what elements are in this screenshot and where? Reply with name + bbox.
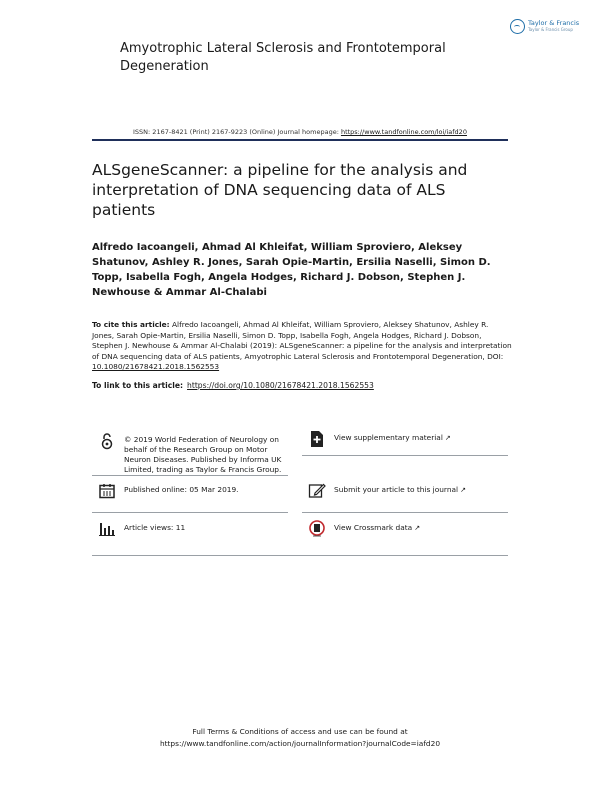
article-link-line [92,381,512,390]
header-divider [92,139,508,141]
citation-text: Alfredo Iacoangeli, Ahmad Al Khleifat, William Sproviero, Aleksey Shatunov, Ashley R. Jones, Sarah Opie-Martin, Ersilia Naselli, Simon D. Topp, Isabella Fogh, Angela Hodges, Richard J. Dobson, Stephen J. Newhouse & Ammar Al-Chalabi (2019): ALSgeneScanner: a pipeline for the analysis and interpretation of DNA sequencing data of ALS patients, Amyotrophic Lateral Sclerosis and Frontotemporal Degeneration, DOI: [92,320,512,361]
article-info-grid [92,420,508,556]
article-link-url[interactable]: https://doi.org/10.1080/21678421.2018.1562553 [187,381,374,390]
citation-doi-link[interactable]: 10.1080/21678421.2018.1562553 [92,362,220,371]
publisher-name: Taylor & Francis [528,19,580,28]
article-authors: Alfredo Iacoangeli, Ahmad Al Khleifat, William Sproviero, Aleksey Shatunov, Ashley R. Jones, Sarah Opie-Martin, Ersilia Naselli, Simon D. Topp, Isabella Fogh, Angela Hodges, Richard J. Dobson, Stephen J. Newhouse & Ammar Al-Chalabi [92,242,491,298]
published-cell [98,482,288,500]
info-grid-bottom-rule [92,555,508,556]
submit-cell[interactable] [308,482,504,500]
article-views: Article views: 11 [124,523,186,532]
submit-link[interactable] [334,482,466,495]
journal-title: Amyotrophic Lateral Sclerosis and Frontotemporal Degeneration [120,41,446,74]
open-access-icon [98,432,116,450]
calendar-icon [98,482,116,500]
external-link-icon: ↗ [444,434,451,442]
copyright-text: © 2019 World Federation of Neurology on behalf of the Research Group on Motor Neuron Diseases. Published by Informa UK Limited, trading as Taylor & Francis Group. [124,435,282,474]
crossmark-label: View Crossmark data [334,523,413,532]
publisher-logo-icon [510,19,525,34]
external-link-icon: ↗ [460,486,466,494]
external-link-icon: ↗ [414,524,421,532]
left-divider-1 [92,475,288,476]
supplementary-cell[interactable] [308,430,504,448]
supplementary-label: View supplementary material [334,433,443,442]
supplementary-file-icon [308,430,326,448]
article-link-label: To link to this article: [92,381,184,390]
issn-line [0,128,600,136]
right-divider-1 [302,455,508,456]
right-divider-2 [302,512,508,513]
crossmark-link[interactable] [334,520,420,533]
published-date: Published online: 05 Mar 2019. [124,485,239,494]
submit-label: Submit your article to this journal [334,485,459,494]
left-divider-2 [92,512,288,513]
publisher-logo[interactable] [510,16,586,36]
publisher-subtitle: Taylor & Francis Group [528,26,573,32]
bar-chart-icon [98,520,116,538]
citation-block [92,320,512,373]
edit-pencil-icon [308,482,326,500]
footer-terms-url[interactable]: https://www.tandfonline.com/action/journalInformation?journalCode=iafd20 [159,739,441,748]
crossmark-cell[interactable] [308,520,504,538]
issn-text: ISSN: 2167-8421 (Print) 2167-9223 (Online) Journal homepage: [133,128,341,136]
footer-terms-text: Full Terms & Conditions of access and use can be found at [192,727,408,736]
journal-homepage-link[interactable]: https://www.tandfonline.com/loi/iafd20 [340,128,467,136]
views-cell [98,520,288,538]
crossmark-icon [308,520,326,538]
supplementary-link[interactable] [334,430,451,443]
citation-label: To cite this article: [92,320,170,329]
footer [0,726,600,750]
article-title: ALSgeneScanner: a pipeline for the analysis and interpretation of DNA sequencing data of ALS patients [92,161,468,219]
copyright-cell [98,432,288,475]
